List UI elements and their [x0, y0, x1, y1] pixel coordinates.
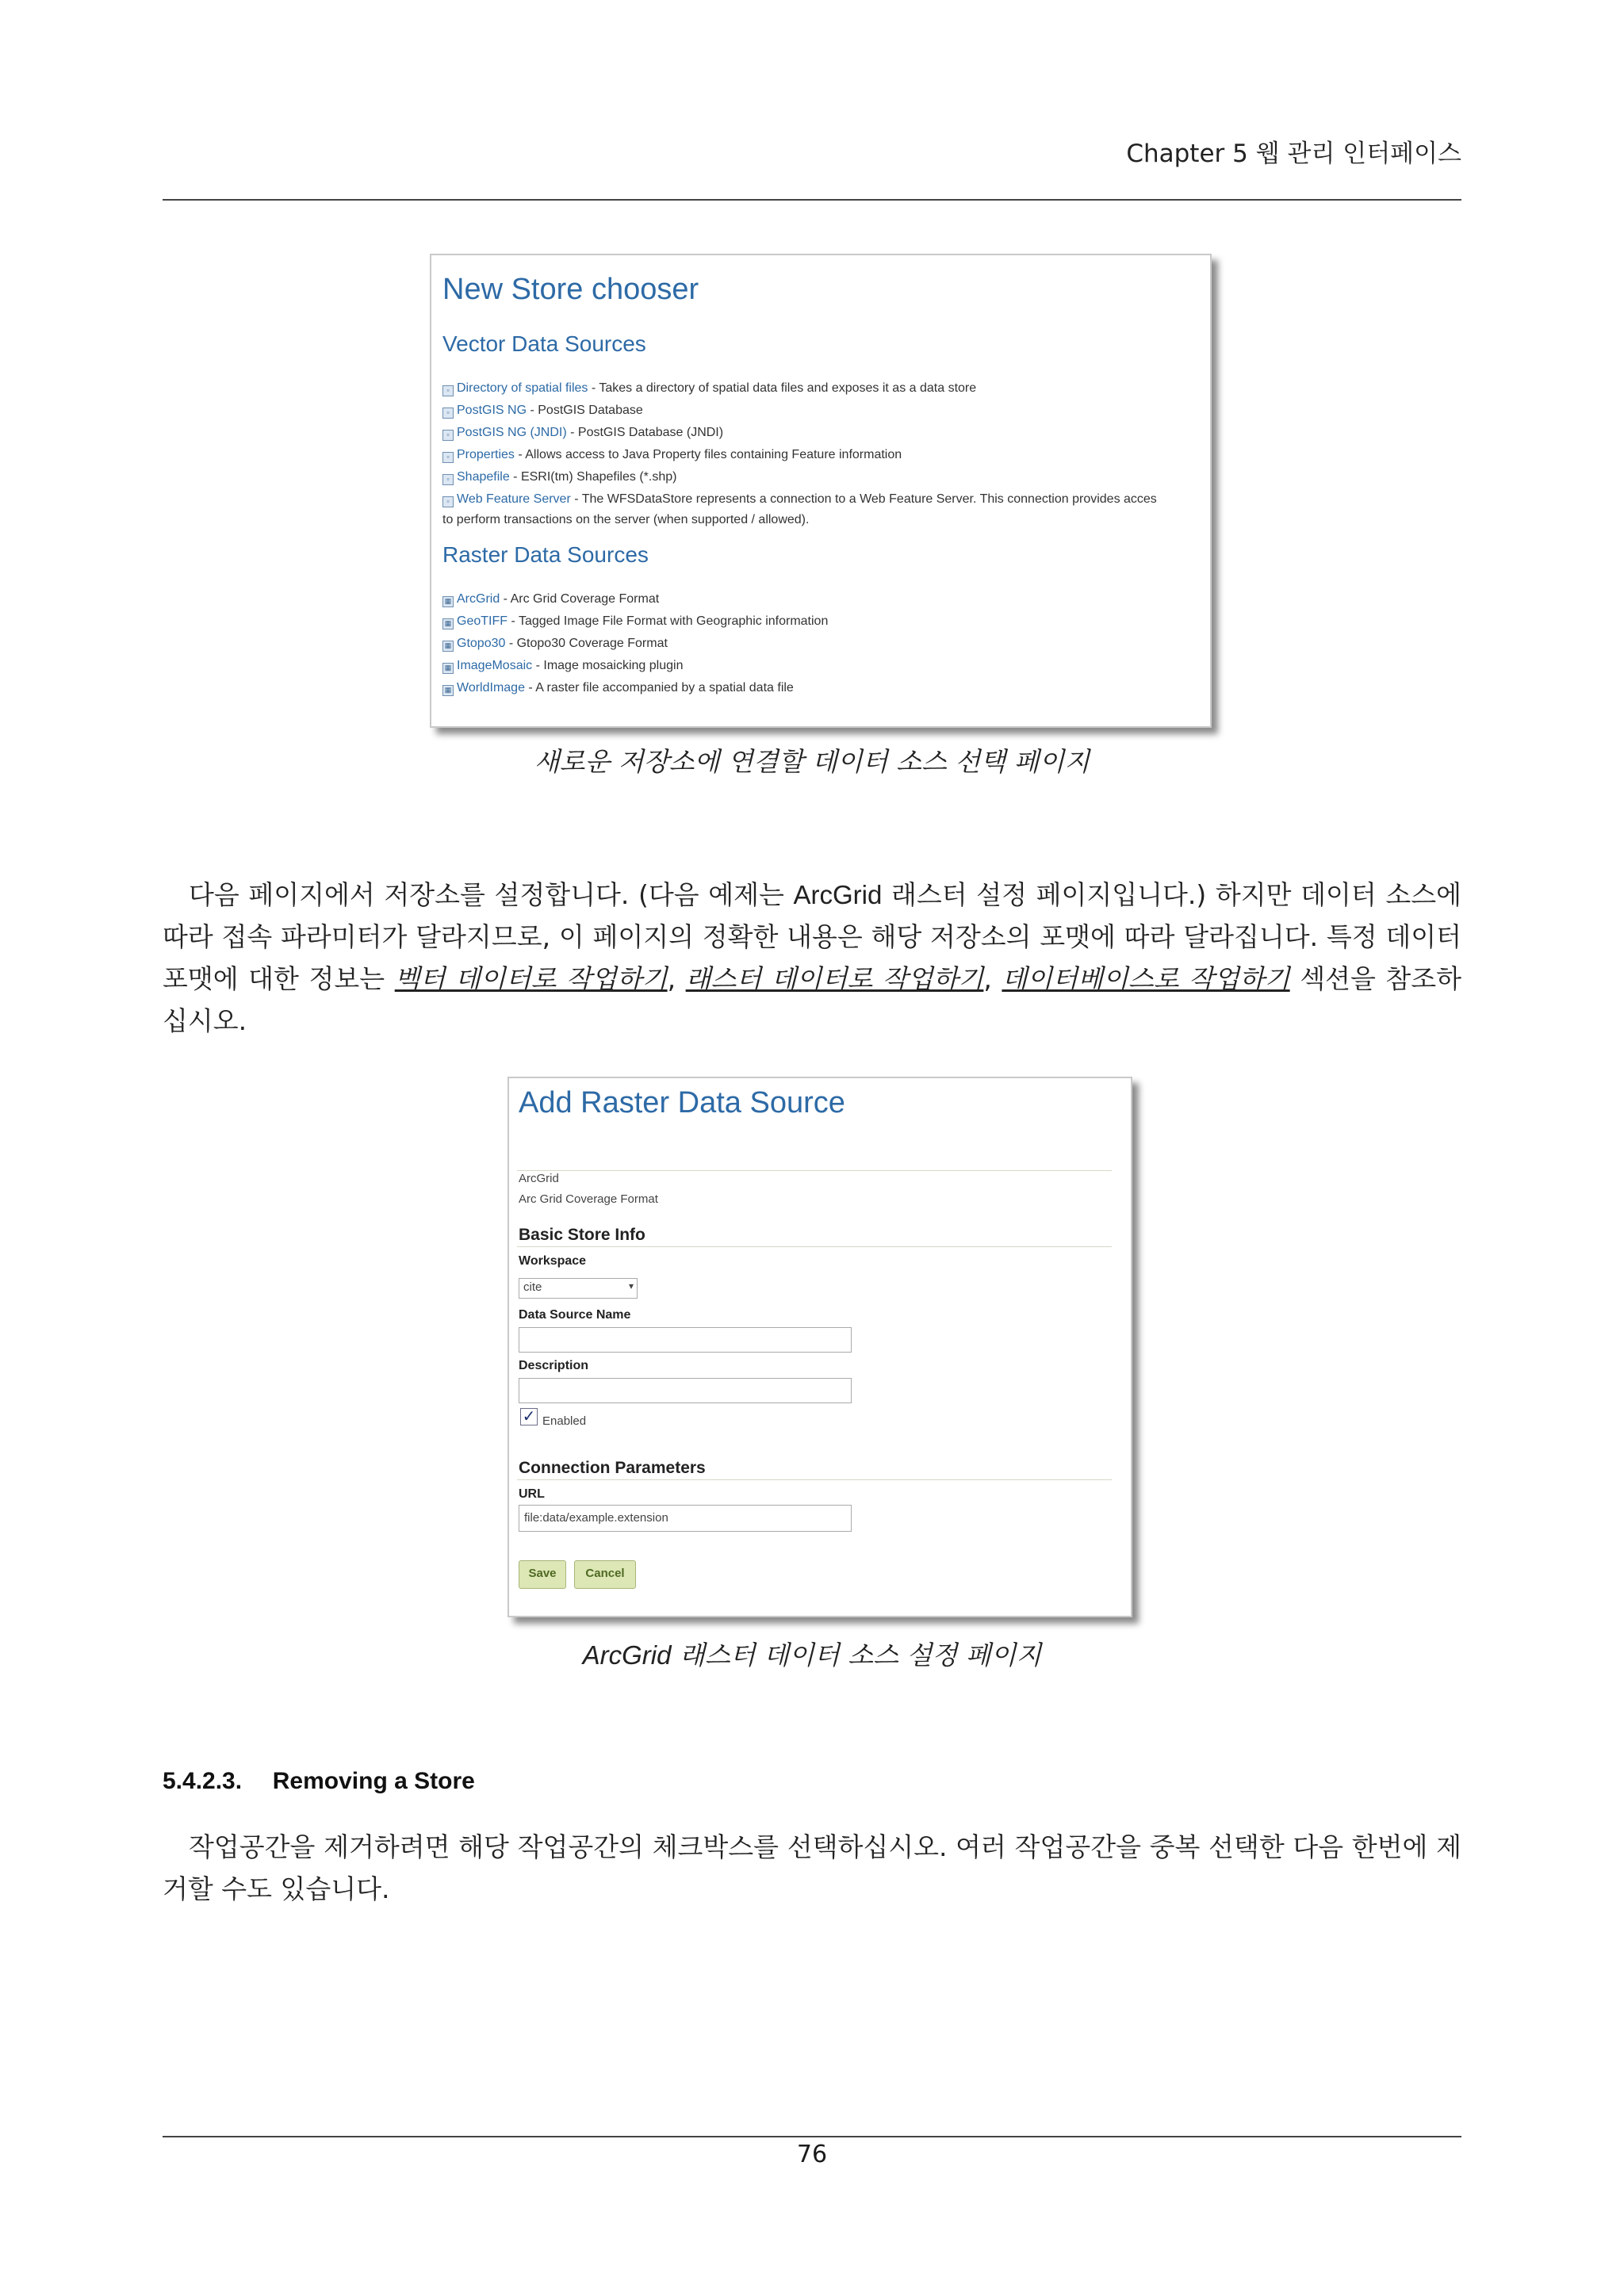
source-desc: - PostGIS Database — [527, 404, 643, 417]
paragraph-text: , — [667, 963, 686, 994]
dropdown-arrow-icon: ▾ — [628, 1280, 634, 1292]
database-link[interactable]: 데이터베이스로 작업하기 — [1002, 963, 1290, 994]
paragraph-text: , — [983, 963, 1002, 994]
raster-data-link[interactable]: 래스터 데이터로 작업하기 — [685, 963, 984, 994]
workspace-select[interactable] — [519, 1278, 638, 1299]
vector-source-item[interactable] — [442, 466, 1157, 488]
paragraph-text: 다음 페이지에서 저장소를 설정합니다. (다음 예제는 — [189, 879, 794, 910]
raster-icon: ▦ — [442, 685, 454, 696]
vector-source-item[interactable] — [442, 422, 1157, 444]
chapter-title: Chapter 5 웹 관리 인터페이스 — [1126, 140, 1461, 168]
vector-data-link[interactable]: 벡터 데이터로 작업하기 — [394, 963, 668, 994]
source-link[interactable]: Shapefile — [457, 470, 510, 484]
caption-text: 래스터 데이터 소스 설정 페이지 — [671, 1640, 1042, 1670]
page-header — [163, 133, 1461, 168]
source-desc-continued: to perform transactions on the server (when supported / allowed). — [442, 513, 810, 526]
source-desc: - Allows access to Java Property files containing Feature information — [514, 448, 902, 461]
cancel-button[interactable]: Cancel — [574, 1560, 636, 1589]
removing-store-paragraph: 작업공간을 제거하려면 해당 작업공간의 체크박스를 선택하십시오. 여러 작업공간을 중복 선택한 다음 한번에 제거할 수도 있습니다. — [163, 1831, 1461, 1904]
divider — [517, 1479, 1112, 1480]
vector-source-item[interactable] — [442, 400, 1157, 422]
figure2-caption — [163, 1635, 1461, 1672]
section-number: 5.4.2.3. — [163, 1768, 243, 1794]
description-input[interactable] — [519, 1378, 852, 1403]
source-desc: - The WFSDataStore represents a connection to a Web Feature Server. This connection provides acces — [570, 492, 1157, 506]
source-desc: - Takes a directory of spatial data files and exposes it as a data store — [588, 381, 977, 395]
paragraph-text: ArcGrid — [793, 880, 883, 909]
paragraph-text: 섹션을 참조하십시오. — [163, 963, 1462, 1036]
workspace-label: Workspace — [519, 1254, 587, 1268]
source-link[interactable]: PostGIS NG — [457, 404, 527, 417]
source-desc: - Image mosaicking plugin — [532, 659, 684, 672]
section-title: Removing a Store — [272, 1768, 475, 1794]
source-link[interactable]: Directory of spatial files — [457, 381, 588, 395]
source-link[interactable]: Web Feature Server — [457, 492, 571, 506]
vector-source-item[interactable] — [442, 377, 1157, 400]
basic-store-info-heading: Basic Store Info — [519, 1226, 645, 1244]
data-store-icon: ▫ — [442, 408, 454, 419]
divider — [517, 1246, 1112, 1247]
raster-source-item[interactable] — [442, 655, 828, 677]
figure1-caption: 새로운 저장소에 연결할 데이터 소스 선택 페이지 — [534, 746, 1090, 777]
header-rule — [163, 199, 1461, 201]
section-heading — [163, 1768, 475, 1795]
new-store-chooser-screenshot — [430, 254, 1212, 728]
checkmark-icon: ✓ — [522, 1406, 536, 1425]
source-link[interactable]: WorldImage — [457, 681, 525, 695]
description-label: Description — [519, 1359, 589, 1372]
raster-icon: ▦ — [442, 641, 454, 652]
vector-source-item[interactable] — [442, 488, 1157, 511]
source-desc: - ESRI(tm) Shapefiles (*.shp) — [509, 470, 677, 484]
chooser-title: New Store chooser — [442, 273, 699, 306]
source-link[interactable]: GeoTIFF — [457, 614, 508, 628]
source-desc: - Arc Grid Coverage Format — [500, 592, 660, 606]
caption-format: ArcGrid — [582, 1640, 672, 1670]
data-source-name-label: Data Source Name — [519, 1308, 631, 1322]
workspace-selected-value: cite — [523, 1280, 542, 1294]
raster-source-item[interactable] — [442, 677, 828, 699]
url-input[interactable]: file:data/example.extension — [519, 1505, 852, 1532]
data-store-icon: ▫ — [442, 496, 454, 507]
data-store-icon: ▫ — [442, 474, 454, 485]
vector-source-item[interactable] — [442, 444, 1157, 466]
save-button[interactable]: Save — [519, 1560, 566, 1589]
format-description: Arc Grid Coverage Format — [519, 1192, 658, 1206]
raster-source-item[interactable] — [442, 610, 828, 633]
data-store-icon: ▫ — [442, 452, 454, 463]
paragraph-text: 래스터 설정 페이지입니다.) 하지만 데이터 소스에 따라 접속 파라미터가 달라지므로, 이 페이지의 정확한 내용은 해당 저장소의 포맷에 따라 달라집니다. 특정 데이터 포맷에 대한 정보는 — [163, 879, 1461, 994]
raster-source-list — [442, 588, 828, 699]
raster-source-item[interactable] — [442, 588, 828, 610]
enabled-label: Enabled — [542, 1414, 587, 1428]
url-label: URL — [519, 1487, 545, 1501]
raster-icon: ▦ — [442, 663, 454, 674]
vector-source-list — [442, 377, 1157, 530]
format-name: ArcGrid — [519, 1172, 559, 1185]
source-desc: - Tagged Image File Format with Geographic information — [508, 614, 829, 628]
source-desc: - A raster file accompanied by a spatial data file — [524, 681, 794, 695]
data-source-name-input[interactable] — [519, 1327, 852, 1353]
source-link[interactable]: PostGIS NG (JNDI) — [457, 426, 567, 439]
raster-icon: ▦ — [442, 618, 454, 629]
raster-source-item[interactable] — [442, 633, 828, 655]
raster-sources-heading: Raster Data Sources — [442, 542, 649, 567]
page-number: 76 — [796, 2141, 828, 2168]
data-store-icon: ▫ — [442, 385, 454, 396]
form-title: Add Raster Data Source — [519, 1086, 845, 1119]
source-desc: - PostGIS Database (JNDI) — [566, 426, 724, 439]
connection-parameters-heading: Connection Parameters — [519, 1459, 706, 1477]
source-link[interactable]: ImageMosaic — [457, 659, 533, 672]
source-link[interactable]: Gtopo30 — [457, 637, 506, 650]
source-link[interactable]: Properties — [457, 448, 515, 461]
raster-icon: ▦ — [442, 596, 454, 607]
divider — [517, 1170, 1112, 1171]
store-config-paragraph — [163, 874, 1461, 1042]
source-desc: - Gtopo30 Coverage Format — [505, 637, 668, 650]
data-store-icon: ▫ — [442, 430, 454, 441]
footer-rule — [163, 2136, 1461, 2137]
add-raster-source-screenshot — [508, 1077, 1132, 1617]
source-link[interactable]: ArcGrid — [457, 592, 500, 606]
vector-sources-heading: Vector Data Sources — [442, 331, 646, 356]
enabled-checkbox[interactable] — [520, 1408, 538, 1425]
